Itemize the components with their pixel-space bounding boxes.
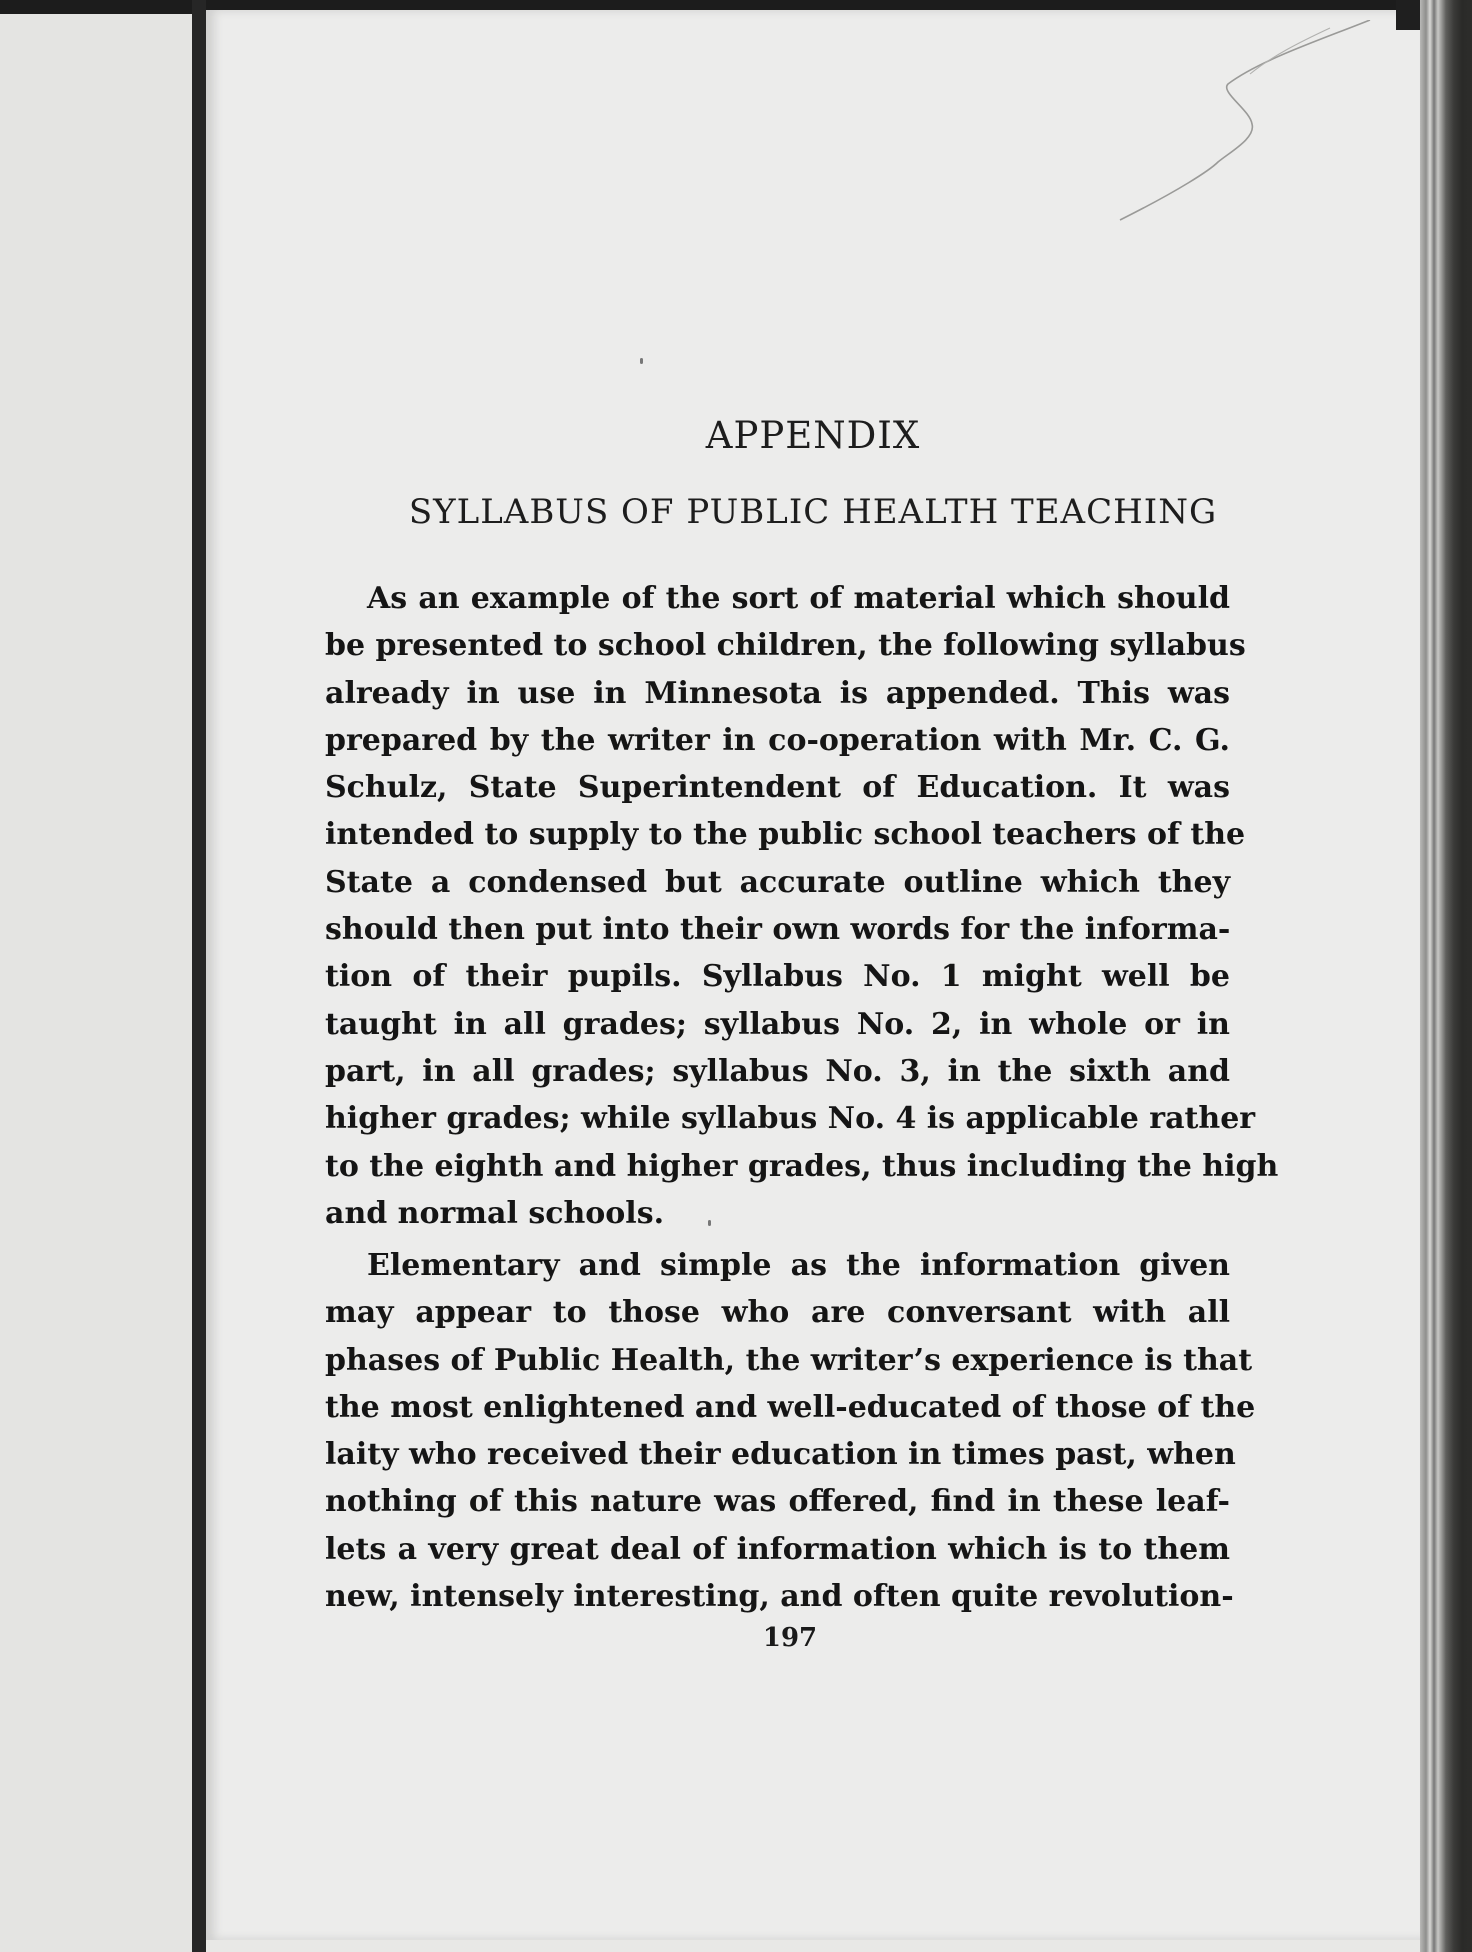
text-line: intended to supply to the public school teachers of the <box>325 817 1246 853</box>
text-line: As an example of the sort of material which should <box>367 581 1230 616</box>
text-line: already in use in Minnesota is appended. This was <box>325 675 1230 711</box>
text-line: part, in all grades; syllabus No. 3, in the sixth and <box>325 1053 1230 1089</box>
text-line: laity who received their education in times past, when <box>325 1437 1236 1473</box>
text-line: the most enlightened and well-educated of those of the <box>325 1389 1256 1425</box>
text-line: lets a very great deal of information which is to them <box>325 1531 1230 1567</box>
text-line: Elementary and simple as the information given <box>367 1248 1230 1283</box>
text-line: new, intensely interesting, and often quite revolution- <box>325 1579 1234 1615</box>
text-line: nothing of this nature was offered, find in these leaf- <box>325 1484 1230 1520</box>
text-line: Schulz, State Superintendent of Education. It was <box>325 770 1230 806</box>
paragraph-1 <box>325 575 1279 1237</box>
text-line: tion of their pupils. Syllabus No. 1 might well be <box>325 959 1230 995</box>
text-line: may appear to those who are conversant with all <box>325 1295 1230 1331</box>
text-line: State a condensed but accurate outline which they <box>325 864 1230 900</box>
text-line: higher grades; while syllabus No. 4 is applicable rather <box>325 1101 1256 1137</box>
text-line: prepared by the writer in co-operation with Mr. C. G. <box>325 722 1230 758</box>
text-line: and normal schools. <box>325 1195 665 1231</box>
pencil-mark <box>1100 20 1380 240</box>
text-line: should then put into their own words for the informa- <box>325 912 1231 948</box>
section-title: SYLLABUS OF PUBLIC HEALTH TEACHING <box>408 492 1218 532</box>
paragraph-2 <box>325 1242 1256 1620</box>
text-line: be presented to school children, the following syllabus <box>325 628 1246 664</box>
page-title: APPENDIX <box>705 414 921 457</box>
page-number: 197 <box>762 1623 818 1653</box>
page-edges-right <box>1420 0 1472 1952</box>
dust-speck <box>640 358 643 364</box>
text-line: phases of Public Health, the writer’s experience is that <box>325 1342 1253 1378</box>
facing-page-left <box>0 14 192 1952</box>
text-line: to the eighth and higher grades, thus including the high <box>325 1148 1279 1184</box>
text-line: taught in all grades; syllabus No. 2, in whole or in <box>325 1006 1230 1042</box>
book-spine <box>192 0 206 1952</box>
